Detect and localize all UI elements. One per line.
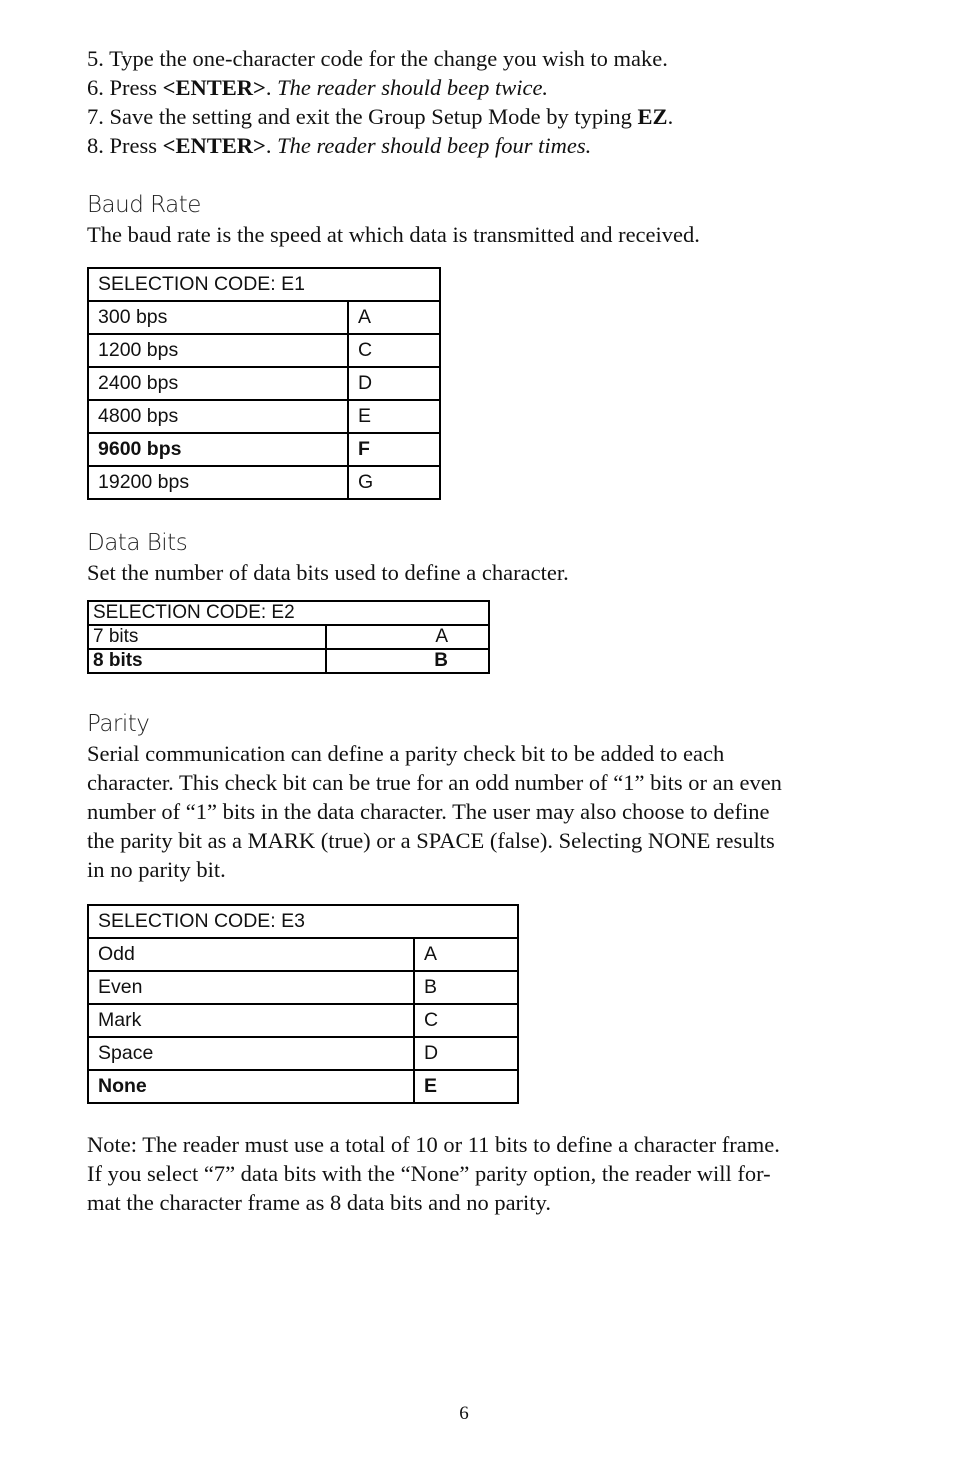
option-code: D — [414, 1037, 518, 1070]
parity-line: number of “1” bits in the data character. The user may also choose to define — [87, 799, 770, 824]
parity-line: character. This check bit can be true for an odd number of “1” bits or an even — [87, 770, 782, 795]
option-code: A — [326, 625, 489, 649]
option-code: F — [348, 433, 440, 466]
table-row — [88, 301, 440, 334]
parity-line: Serial communication can define a parity check bit to be added to each — [87, 741, 725, 766]
table-title: SELECTION CODE: E3 — [88, 905, 518, 938]
baud-rate-heading: Baud Rate — [87, 192, 201, 218]
data-bits-heading: Data Bits — [87, 530, 188, 556]
option-label: Even — [88, 971, 414, 1004]
table-row — [88, 1070, 518, 1103]
table-row — [88, 433, 440, 466]
option-label: 300 bps — [88, 301, 348, 334]
page-number: 6 — [459, 1403, 469, 1424]
step-6: 6. Press <ENTER>. The reader should beep twice. — [87, 75, 549, 100]
note-line: If you select “7” data bits with the “None” parity option, the reader will for- — [87, 1161, 771, 1186]
option-label: Mark — [88, 1004, 414, 1037]
option-code: A — [348, 301, 440, 334]
table-row — [88, 367, 440, 400]
parity-description — [87, 739, 847, 884]
option-code: A — [414, 938, 518, 971]
steps-list — [87, 44, 847, 160]
option-label: 4800 bps — [88, 400, 348, 433]
page-content — [87, 44, 847, 1217]
parity-line: the parity bit as a MARK (true) or a SPACE (false). Selecting NONE results — [87, 828, 775, 853]
option-label: None — [88, 1070, 414, 1103]
option-code: D — [348, 367, 440, 400]
data-bits-table — [87, 600, 490, 674]
table-row — [88, 938, 518, 971]
option-code: C — [348, 334, 440, 367]
option-label: 8 bits — [88, 649, 326, 673]
baud-rate-table — [87, 267, 441, 500]
table-title: SELECTION CODE: E2 — [88, 601, 489, 625]
table-row — [88, 971, 518, 1004]
option-label: 1200 bps — [88, 334, 348, 367]
parity-heading: Parity — [87, 711, 150, 737]
data-bits-description: Set the number of data bits used to define a character. — [87, 560, 569, 585]
step-5: 5. Type the one-character code for the change you wish to make. — [87, 46, 668, 71]
option-label: Space — [88, 1037, 414, 1070]
option-code: B — [414, 971, 518, 1004]
table-row — [88, 1037, 518, 1070]
table-row — [88, 400, 440, 433]
note — [87, 1130, 847, 1217]
option-label: 7 bits — [88, 625, 326, 649]
option-code: E — [414, 1070, 518, 1103]
option-code: G — [348, 466, 440, 499]
option-code: E — [348, 400, 440, 433]
option-code: C — [414, 1004, 518, 1037]
option-label: Odd — [88, 938, 414, 971]
option-label: 9600 bps — [88, 433, 348, 466]
option-label: 2400 bps — [88, 367, 348, 400]
step-8: 8. Press <ENTER>. The reader should beep four times. — [87, 133, 592, 158]
baud-rate-description: The baud rate is the speed at which data is transmitted and received. — [87, 222, 700, 247]
note-line: Note: The reader must use a total of 10 or 11 bits to define a character frame. — [87, 1132, 780, 1157]
table-row — [88, 334, 440, 367]
table-row — [88, 625, 489, 649]
option-label: 19200 bps — [88, 466, 348, 499]
table-row — [88, 649, 489, 673]
parity-line: in no parity bit. — [87, 857, 226, 882]
parity-table — [87, 904, 519, 1104]
table-title: SELECTION CODE: E1 — [88, 268, 440, 301]
table-row — [88, 1004, 518, 1037]
note-line: mat the character frame as 8 data bits and no parity. — [87, 1190, 551, 1215]
option-code: B — [326, 649, 489, 673]
table-row — [88, 466, 440, 499]
step-7: 7. Save the setting and exit the Group Setup Mode by typing EZ. — [87, 104, 674, 129]
